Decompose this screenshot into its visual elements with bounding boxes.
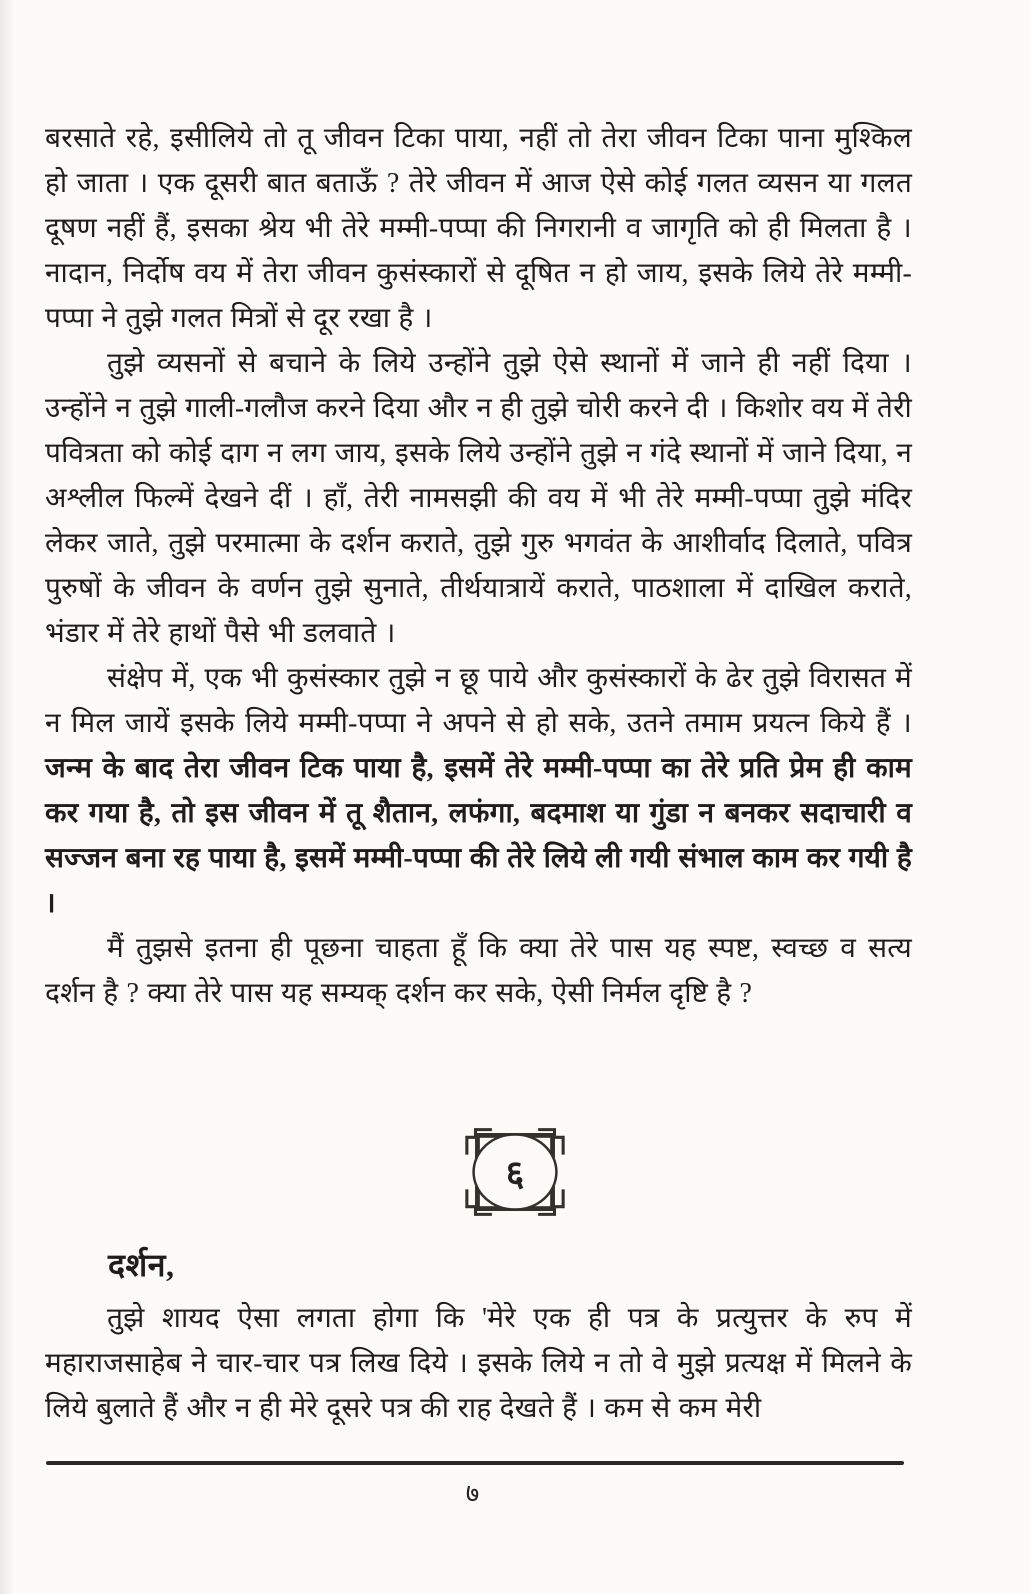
- chapter-divider-frame-icon: [463, 1124, 567, 1220]
- paragraph: [45, 116, 912, 341]
- paragraph-text-bold: जन्म के बाद तेरा जीवन टिक पाया है, इसमें तेरे मम्मी-पप्पा का तेरे प्रति प्रेम ही काम कर गया है, तो इस जीवन में तू शैतान, लफंगा, बदमाश या गुंडा न बनकर सदाचारी व सज्जन बना रह पाया है, इसमें मम्मी-पप्पा की तेरे लिये ली गयी संभाल काम कर गयी है ।: [45, 753, 912, 919]
- paragraph: [45, 926, 912, 1016]
- paragraph-text: बरसाते रहे, इसीलिये तो तू जीवन टिका पाया, नहीं तो तेरा जीवन टिका पाना मुश्किल हो जाता । एक दूसरी बात बताऊँ ? तेरे जीवन में आज ऐसे कोई गलत व्यसन या गलत दूषण नहीं हैं, इसका श्रेय भी तेरे मम्मी-पप्पा की निगरानी व जागृति को ही मिलता है । नादान, निर्दोष वय में तेरा जीवन कुसंस्कारों से दूषित न हो जाय, इसके लिये तेरे मम्मी-पप्पा ने तुझे गलत मित्रों से दूर रखा है ।: [45, 123, 912, 334]
- paragraph-text: संक्षेप में, एक भी कुसंस्कार तुझे न छू पाये और कुसंस्कारों के ढेर तुझे विरासत में न मिल जायें इसके लिये मम्मी-पप्पा ने अपने से हो सके, उतने तमाम प्रयत्न किये हैं ।: [45, 663, 912, 739]
- page-number: ७: [465, 1479, 480, 1508]
- paragraph-text: तुझे व्यसनों से बचाने के लिये उन्होंने तुझे ऐसे स्थानों में जाने ही नहीं दिया । उन्होंने न तुझे गाली-गलौज करने दिया और न ही तुझे चोरी करने दी । किशोर वय में तेरी पवित्रता को कोई दाग न लग जाय, इसके लिये उन्होंने तुझे न गंदे स्थानों में जाने दिया, न अश्लील फिल्में देखने दीं । हाँ, तेरी नामसझी की वय में भी तेरे मम्मी-पप्पा तुझे मंदिर लेकर जाते, तुझे परमात्मा के दर्शन कराते, तुझे गुरु भगवंत के आशीर्वाद दिलाते, पवित्र पुरुषों के जीवन के वर्णन तुझे सुनाते, तीर्थयात्रायें कराते, पाठशाला में दाखिल कराते, भंडार में तेरे हाथों पैसे भी डलवाते ।: [45, 348, 912, 649]
- section-heading: दर्शन,: [108, 1247, 175, 1283]
- paragraph: [45, 341, 912, 656]
- footer-rule: [46, 1461, 904, 1465]
- paragraph-text: तुझे शायद ऐसा लगता होगा कि 'मेरे एक ही पत्र के प्रत्युत्तर के रुप में महाराजसाहेब ने चार-चार पत्र लिख दिये । इसके लिये न तो वे मुझे प्रत्यक्ष में मिलने के लिये बुलाते हैं और न ही मेरे दूसरे पत्र की राह देखते हैं । कम से कम मेरी: [45, 1303, 912, 1424]
- paragraph-text: मैं तुझसे इतना ही पूछना चाहता हूँ कि क्या तेरे पास यह स्पष्ट, स्वच्छ व सत्य दर्शन है ? क्या तेरे पास यह सम्यक् दर्शन कर सके, ऐसी निर्मल दृष्टि है ?: [45, 933, 912, 1009]
- chapter-number: ६: [505, 1153, 525, 1194]
- page-body: [45, 116, 912, 1016]
- paragraph: [45, 1296, 912, 1431]
- chapter-divider-ornament: [463, 1124, 567, 1220]
- paragraph: [45, 656, 912, 926]
